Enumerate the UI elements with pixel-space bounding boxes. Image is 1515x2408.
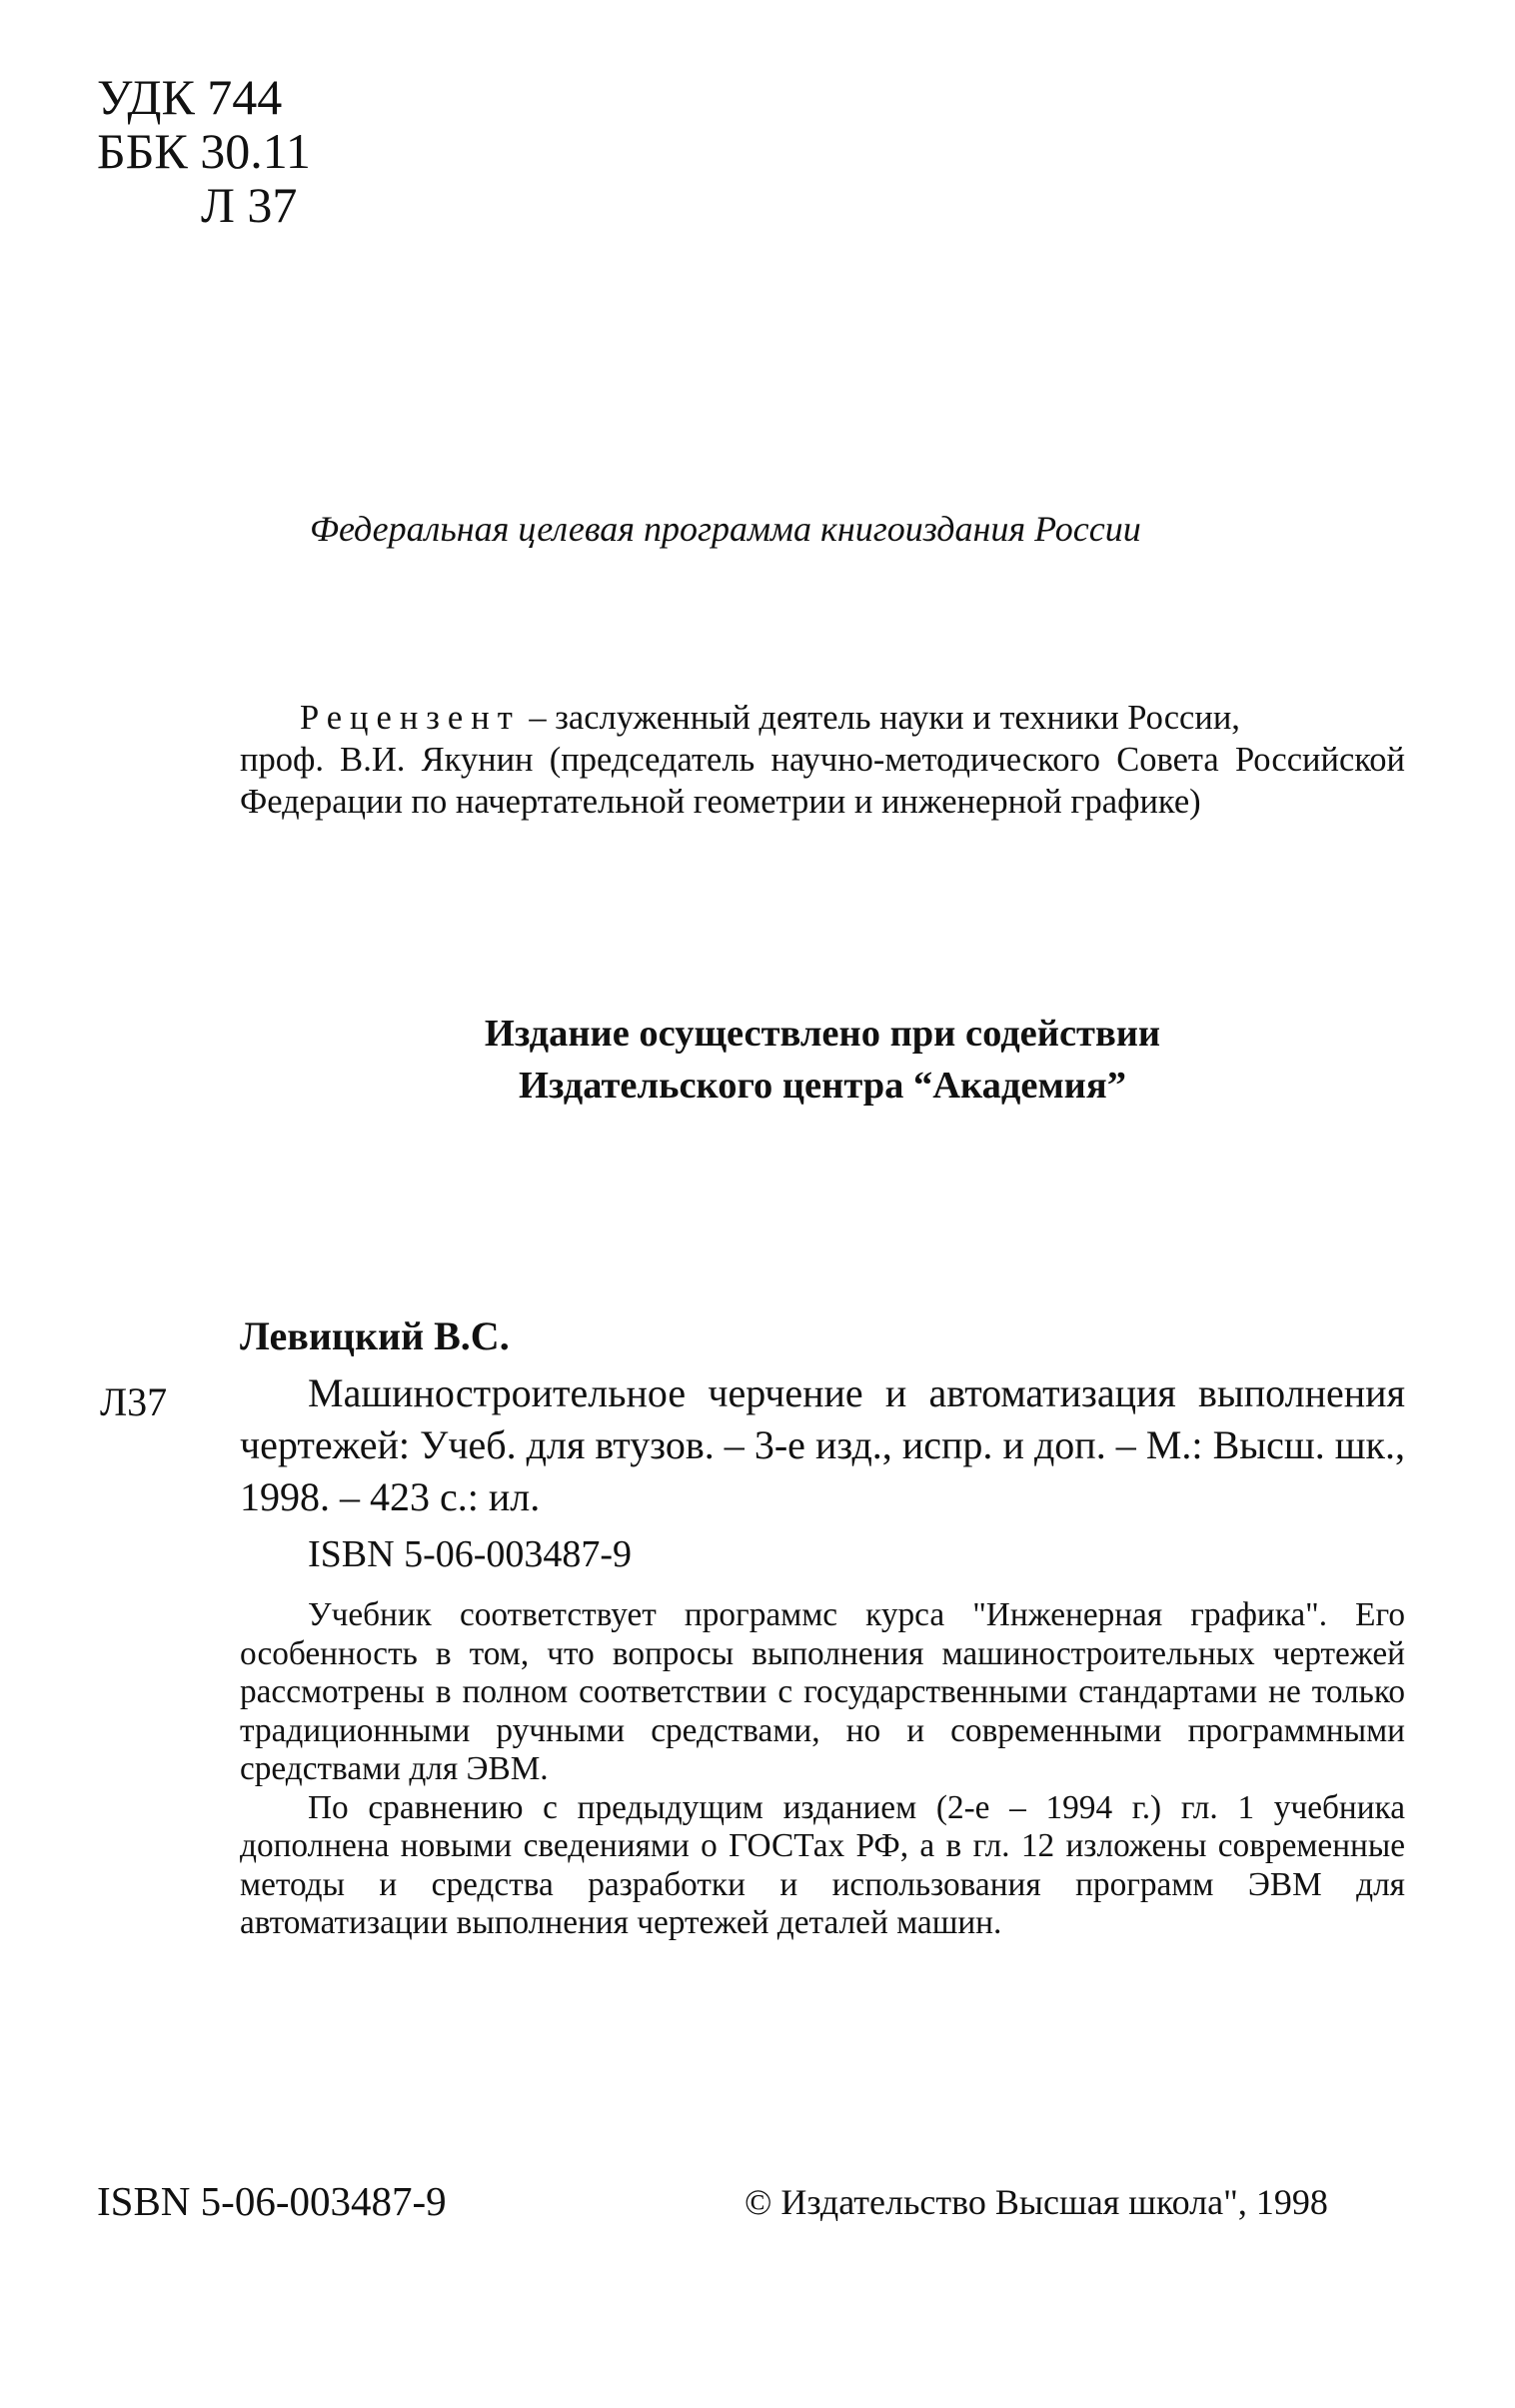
author-mark: Л 37 bbox=[201, 177, 298, 233]
catalog-code: Л37 bbox=[100, 1379, 168, 1424]
author-heading: Левицкий В.С. bbox=[240, 1313, 510, 1358]
bibliographic-description bbox=[240, 1367, 1405, 1523]
reviewer-label: Рецензент bbox=[300, 699, 521, 737]
catalog-codes bbox=[97, 70, 311, 232]
reviewer-title: – заслуженный деятель науки и техники России, bbox=[520, 699, 1240, 737]
footer-copyright: © Издательство Высшая школа", 1998 bbox=[745, 2182, 1328, 2222]
reviewer-details: проф. В.И. Якунин (председатель научно-методического Совета Российской Федерации по начертательной геометрии и инженерной графике) bbox=[240, 741, 1405, 821]
bbk-code: ББК 30.11 bbox=[97, 123, 311, 179]
federal-program-line: Федеральная целевая программа книгоиздания России bbox=[310, 509, 1141, 549]
reviewer-first-line bbox=[240, 697, 1405, 739]
annotation bbox=[240, 1596, 1405, 1943]
isbn-bibliographic: ISBN 5-06-003487-9 bbox=[308, 1533, 633, 1575]
publication-support-note bbox=[240, 1008, 1405, 1112]
annotation-paragraph-2: По сравнению с предыдущим изданием (2-е – 1994 г.) гл. 1 учебника дополнена новыми сведениями о ГОСТах РФ, а в гл. 12 изложены современные методы и средства разработки и использования программ ЭВМ для автоматизации выполнения чертежей деталей машин. bbox=[240, 1788, 1405, 1941]
annotation-paragraph-1: Учебник соответствует программс курса "Инженерная графика". Его особенность в том, что вопросы выполнения машиностроительных чертежей рассмотрены в полном соответствии с государственными стандартами не только традиционными ручными средствами, но и современными программными средствами для ЭВМ. bbox=[240, 1596, 1405, 1787]
support-line-1: Издание осуществлено при содействии bbox=[484, 1013, 1161, 1055]
support-line-2: Издательского центра “Академия” bbox=[519, 1065, 1126, 1107]
udk-code: УДК 744 bbox=[97, 69, 283, 125]
reviewer-block bbox=[240, 697, 1405, 823]
footer-isbn: ISBN 5-06-003487-9 bbox=[97, 2178, 447, 2224]
bibliographic-text: Машиностроительное черчение и автоматизация выполнения чертежей: Учеб. для втузов. – 3-е изд., испр. и доп. – М.: Высш. шк., 1998. – 423 с.: ил. bbox=[240, 1370, 1405, 1519]
